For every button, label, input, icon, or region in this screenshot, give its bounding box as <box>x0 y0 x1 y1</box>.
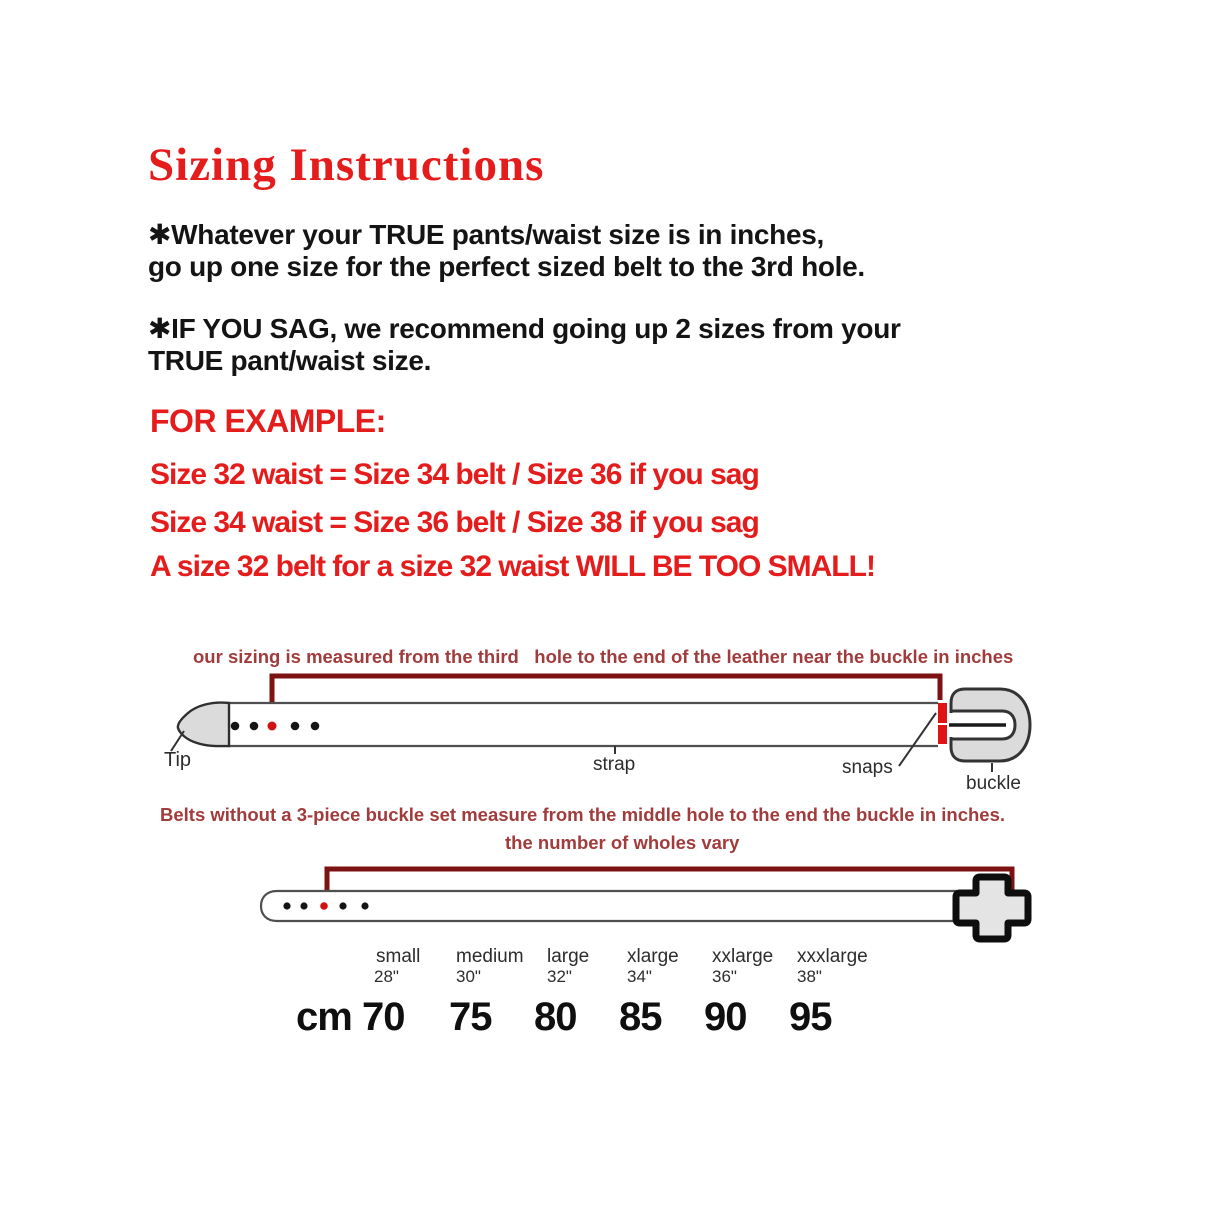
size-cm: 75 <box>449 995 492 1039</box>
size-cm: 85 <box>619 995 662 1039</box>
tip-leader-line <box>171 731 184 751</box>
snap-marker <box>938 725 947 744</box>
instruction-line: ✱IF YOU SAG, we recommend going up 2 sizes from your <box>148 313 901 344</box>
size-inches: 28" <box>374 967 399 986</box>
belt-tip-icon <box>178 703 229 747</box>
example-line: Size 34 waist = Size 36 belt / Size 38 if you sag <box>150 506 759 539</box>
tip-label: Tip <box>164 749 192 771</box>
belt-hole <box>231 722 240 731</box>
size-cm: 90 <box>704 995 747 1039</box>
size-label: small <box>376 946 421 967</box>
size-inches: 32" <box>547 967 572 986</box>
instruction-line: go up one size for the perfect sized belt to the 3rd hole. <box>148 251 865 282</box>
belt-strap <box>229 703 938 746</box>
measured-belt-caption: our sizing is measured from the third hole to the end of the leather near the buckle in inches <box>193 646 1014 667</box>
belt-hole <box>339 902 346 909</box>
middle-hole-marker <box>320 902 328 910</box>
size-inches: 38" <box>797 967 822 986</box>
snap-marker <box>938 703 947 723</box>
belt-hole <box>283 902 290 909</box>
example-line: A size 32 belt for a size 32 waist WILL BE TOO SMALL! <box>150 550 875 583</box>
belt-hole <box>361 902 368 909</box>
belt-hole <box>311 722 320 731</box>
plain-belt-caption-line2: the number of wholes vary <box>505 832 740 853</box>
belt-strap <box>261 891 1000 921</box>
plain-belt-diagram <box>245 850 1055 955</box>
size-cm: 95 <box>789 995 832 1039</box>
belt-hole <box>300 902 307 909</box>
example-line: Size 32 waist = Size 34 belt / Size 36 if you sag <box>150 458 759 491</box>
size-inches: 34" <box>627 967 652 986</box>
size-cm: 70 <box>362 995 405 1039</box>
size-inches: 36" <box>712 967 737 986</box>
third-hole-marker <box>268 722 277 731</box>
belt-hole <box>291 722 300 731</box>
page-title: Sizing Instructions <box>148 139 545 192</box>
belt-hole <box>250 722 259 731</box>
instruction-paragraph-2 <box>148 313 901 377</box>
measurement-bracket <box>272 676 940 703</box>
measured-belt-diagram <box>140 640 1060 805</box>
size-label: large <box>547 946 590 967</box>
instruction-paragraph-1 <box>148 219 865 283</box>
size-label: xxxlarge <box>797 946 868 967</box>
size-label: xxlarge <box>712 946 774 967</box>
size-cm: 80 <box>534 995 577 1039</box>
size-inches: 30" <box>456 967 481 986</box>
instruction-line: TRUE pant/waist size. <box>148 345 432 376</box>
snaps-label: snaps <box>842 757 893 778</box>
plain-belt-caption-line1: Belts without a 3-piece buckle set measure from the middle hole to the end the buckle in inches. <box>160 804 1006 825</box>
instruction-line: ✱Whatever your TRUE pants/waist size is in inches, <box>148 219 824 250</box>
buckle-label: buckle <box>966 773 1021 794</box>
size-label: medium <box>456 946 524 967</box>
strap-label: strap <box>593 754 636 775</box>
example-heading: FOR EXAMPLE: <box>150 403 386 439</box>
cross-buckle-icon <box>956 877 1028 939</box>
cm-unit-label: cm <box>296 995 352 1039</box>
size-label: xlarge <box>627 946 679 967</box>
